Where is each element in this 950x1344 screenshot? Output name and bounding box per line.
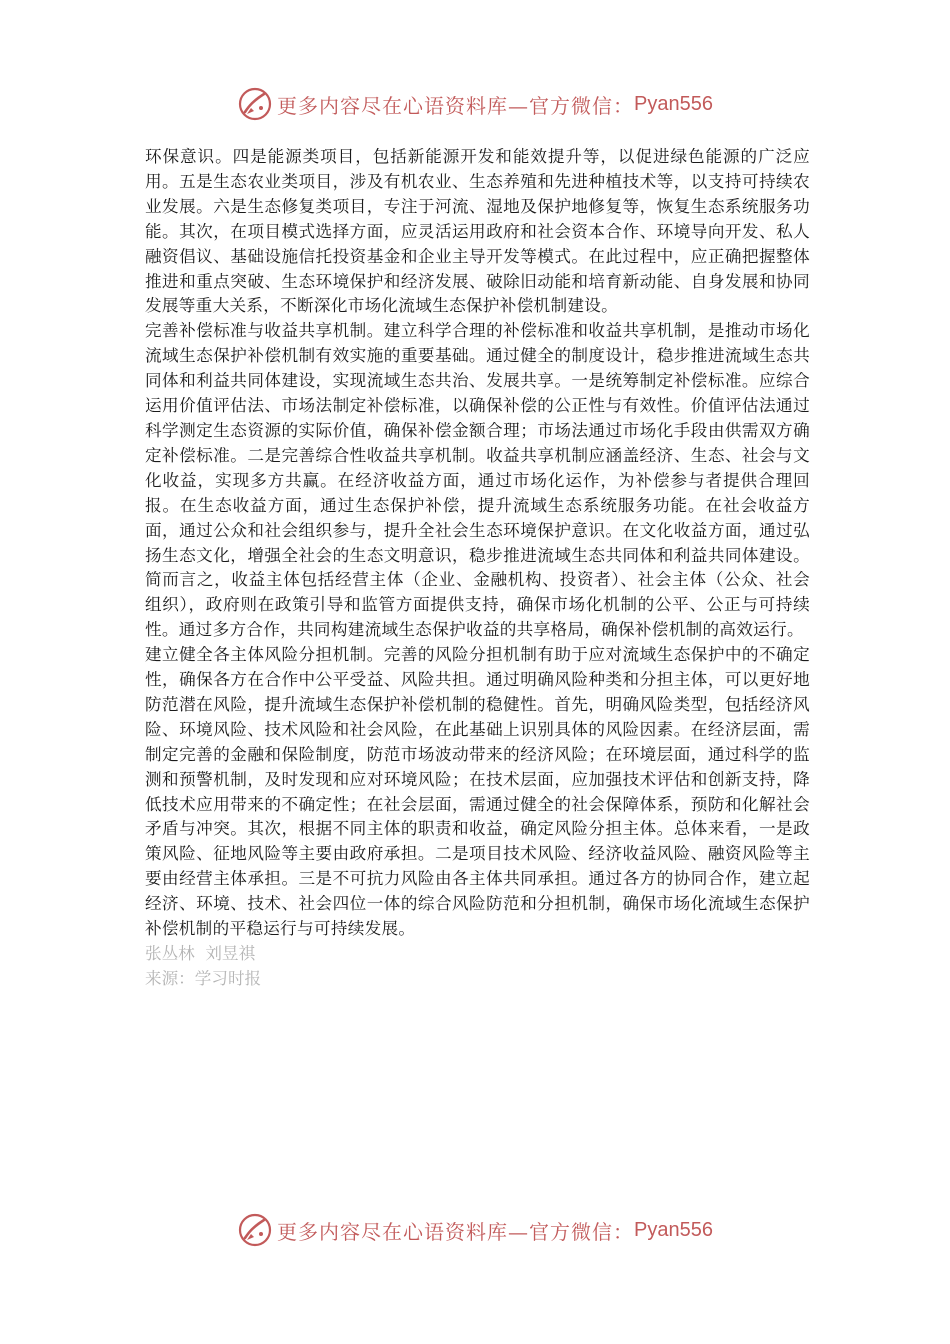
- brush-logo-icon: [237, 86, 273, 122]
- paragraph-risk-sharing: 建立健全各主体风险分担机制。完善的风险分担机制有助于应对流域生态保护中的不确定性，确保各方在合作中公平受益、风险共担。通过明确风险种类和分担主体，可以更好地防范潜在风险，提升流域生态保护补偿机制的稳健性。首先，明确风险类型，包括经济风险、环境风险、技术风险和社会风险，在此基础上识别具体的风险因素。在经济层面，需制定完善的金融和保险制度，防范市场波动带来的经济风险；在环境层面，通过科学的监测和预警机制，及时发现和应对环境风险；在技术层面，应加强技术评估和创新支持，降低技术应用带来的不确定性；在社会层面，需通过健全的社会保障体系，预防和化解社会矛盾与冲突。其次，根据不同主体的职责和收益，确定风险分担主体。总体来看，一是政策风险、征地风险等主要由政府承担。二是项目技术风险、经济收益风险、融资风险等主要由经营主体承担。三是不可抗力风险由各主体共同承担。通过各方的协同合作，建立起经济、环境、技术、社会四位一体的综合风险防范和分担机制，确保市场化流域生态保护补偿机制的平稳运行与可持续发展。: [145, 645, 810, 939]
- header-banner: [0, 84, 950, 124]
- banner-text: 更多内容尽在心语资料库—官方微信：: [277, 1219, 635, 1244]
- banner-wechat-handle: Pyan556: [634, 92, 713, 115]
- footer-banner: [0, 1210, 950, 1250]
- article-source: 来源：学习时报: [145, 968, 262, 988]
- article-authors: 张丛林 刘昱祺: [145, 944, 256, 963]
- banner-wechat-handle: Pyan556: [634, 1218, 713, 1241]
- paragraph-project-types: 环保意识。四是能源类项目，包括新能源开发和能效提升等，以促进绿色能源的广泛应用。五是生态农业类项目，涉及有机农业、生态养殖和先进种植技术等，以支持可持续农业发展。六是生态修复类项目，专注于河流、湿地及保护地修复等，恢复生态系统服务功能。其次，在项目模式选择方面，应灵活运用政府和社会资本合作、环境导向开发、私人融资倡议、基础设施信托投资基金和企业主导开发等模式。在此过程中，应正确把握整体推进和重点突破、生态环境保护和经济发展、破除旧动能和培育新动能、自身发展和协同发展等重大关系，不断深化市场化流域生态保护补偿机制建设。: [145, 147, 810, 316]
- article-body: [145, 145, 810, 992]
- banner-text: 更多内容尽在心语资料库—官方微信：: [277, 93, 635, 118]
- brush-logo-icon: [237, 1212, 273, 1248]
- paragraph-compensation-standards: 完善补偿标准与收益共享机制。建立科学合理的补偿标准和收益共享机制，是推动市场化流域生态保护补偿机制有效实施的重要基础。通过健全的制度设计，稳步推进流域生态共同体和利益共同体建设，实现流域生态共治、发展共享。一是统筹制定补偿标准。应综合运用价值评估法、市场法制定补偿标准，以确保补偿的公正性与有效性。价值评估法通过科学测定生态资源的实际价值，确保补偿金额合理；市场法通过市场化手段由供需双方确定补偿标准。二是完善综合性收益共享机制。收益共享机制应涵盖经济、生态、社会与文化收益，实现多方共赢。在经济收益方面，通过市场化运作，为补偿参与者提供合理回报。在生态收益方面，通过生态保护补偿，提升流域生态系统服务功能。在社会收益方面，通过公众和社会组织参与，提升全社会生态环境保护意识。在文化收益方面，通过弘扬生态文化，增强全社会的生态文明意识，稳步推进流域生态共同体和利益共同体建设。简而言之，收益主体包括经营主体（企业、金融机构、投资者）、社会主体（公众、社会组织），政府则在政策引导和监管方面提供支持，确保市场化机制的公平、公正与可持续性。通过多方合作，共同构建流域生态保护收益的共享格局，确保补偿机制的高效运行。: [145, 321, 810, 640]
